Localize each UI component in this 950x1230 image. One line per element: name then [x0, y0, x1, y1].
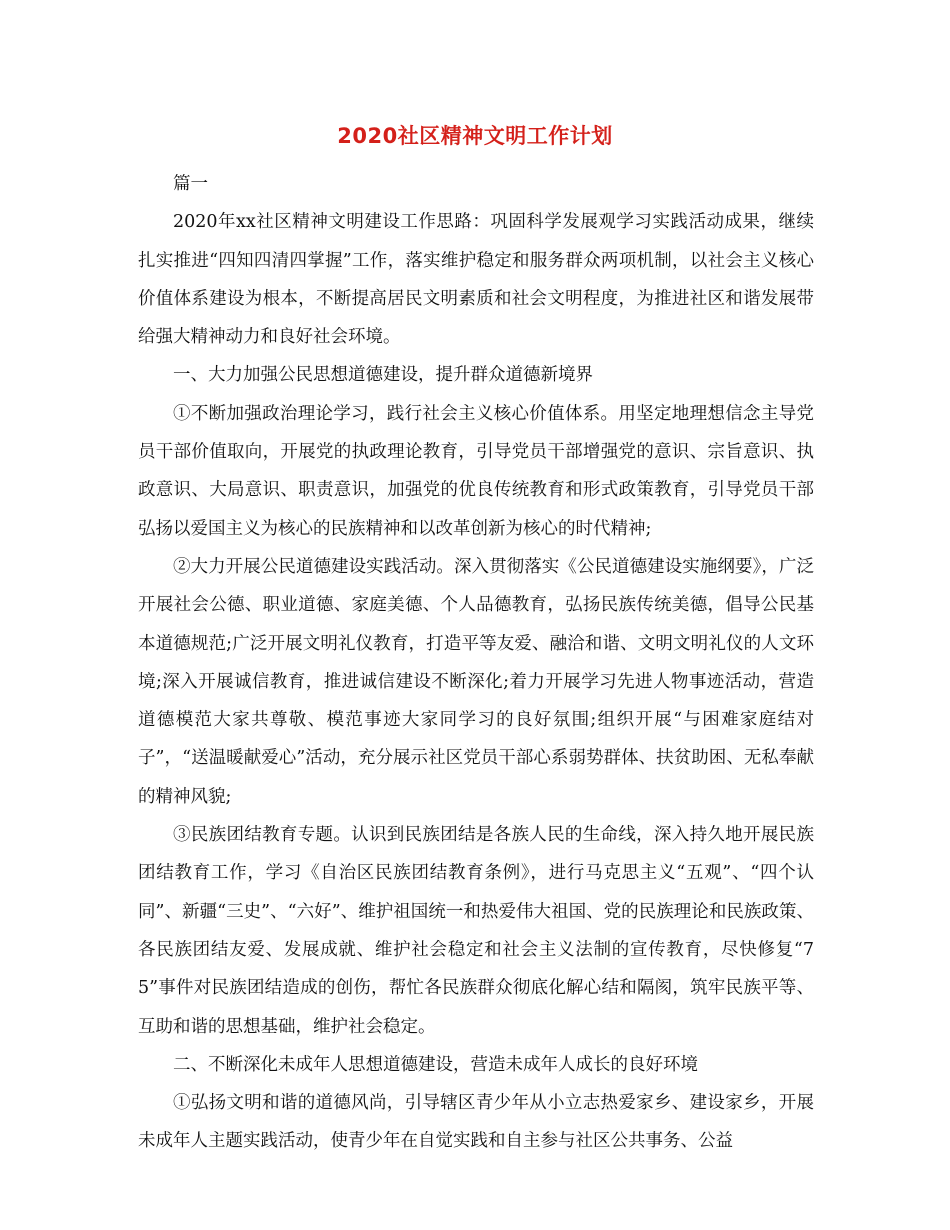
intro-paragraph: 2020年xx社区精神文明建设工作思路：巩固科学发展观学习实践活动成果，继续扎实推进“四知四清四掌握”工作，落实维护稳定和服务群众两项机制，以社会主义核心价值体系建设为根本，不断提高居民文明素质和社会文明程度，为推进社区和谐发展带给强大精神动力和良好社会环境。 — [138, 212, 814, 348]
paragraph-1-1: ①不断加强政治理论学习，践行社会主义核心价值体系。用坚定地理想信念主导党员干部价值取向，开展党的执政理论教育，引导党员干部增强党的意识、宗旨意识、执政意识、大局意识、职责意识，加强党的优良传统教育和形式政策教育，引导党员干部弘扬以爱国主义为核心的民族精神和以改革创新为核心的时代精神; — [138, 403, 814, 539]
heading-2: 二、不断深化未成年人思想道德建设，营造未成年人成长的良好环境 — [173, 1054, 698, 1075]
document-body — [138, 165, 814, 1161]
section-label: 篇一 — [173, 174, 208, 194]
heading-1: 一、大力加强公民思想道德建设，提升群众道德新境界 — [173, 365, 593, 386]
paragraph-1-3: ③民族团结教育专题。认识到民族团结是各族人民的生命线，深入持久地开展民族团结教育工作，学习《自治区民族团结教育条例》，进行马克思主义“五观”、“四个认同”、新疆“三史”、“六好”、维护祖国统一和热爱伟大祖国、党的民族理论和民族政策、各民族团结友爱、发展成就、维护社会稳定和社会主义法制的宣传教育，尽快修复“75”事件对民族团结造成的创伤，帮忙各民族群众彻底化解心结和隔阂，筑牢民族平等、互助和谐的思想基础，维护社会稳定。 — [138, 825, 814, 1037]
paragraph-1-2: ②大力开展公民道德建设实践活动。深入贯彻落实《公民道德建设实施纲要》，广泛开展社会公德、职业道德、家庭美德、个人品德教育，弘扬民族传统美德，倡导公民基本道德规范;广泛开展文明礼仪教育，打造平等友爱、融洽和谐、文明文明礼仪的人文环境;深入开展诚信教育，推进诚信建设不断深化;着力开展学习先进人物事迹活动，营造道德模范大家共尊敬、模范事迹大家同学习的良好氛围;组织开展“与困难家庭结对子”，“送温暖献爱心”活动，充分展示社区党员干部心系弱势群体、扶贫助困、无私奉献的精神风貌; — [138, 556, 814, 807]
document-title: 2020社区精神文明工作计划 — [337, 124, 613, 148]
paragraph-2-1: ①弘扬文明和谐的道德风尚，引导辖区青少年从小立志热爱家乡、建设家乡，开展未成年人主题实践活动，使青少年在自觉实践和自主参与社区公共事务、公益 — [138, 1093, 814, 1152]
